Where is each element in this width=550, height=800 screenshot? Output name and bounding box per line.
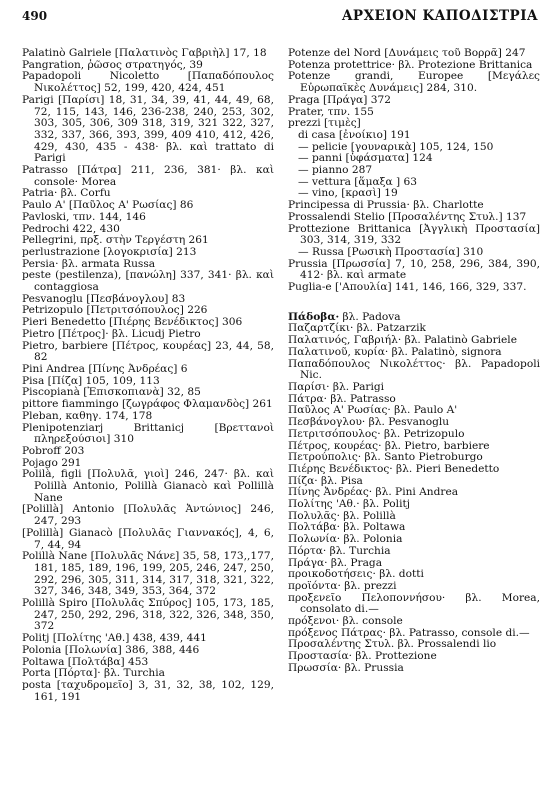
index-entry: Plenipotenziarj Brittanicj [Βρεττανοὶ πληρεξούσιοι] 310 [22, 421, 274, 446]
greek-entry-text: Πετρούπολις· βλ. Santo Pietroburgo [288, 451, 483, 464]
index-entry: Palatinò Galriele [Παλατινὸς Γαβριὴλ] 17, 18 [22, 47, 267, 59]
right-column-mid-entries [288, 200, 540, 247]
index-entry: Petrizopulo [Πετριτσόπουλος] 226 [22, 304, 208, 317]
index-entry: Poltawa [Πολτάβα] 453 [22, 655, 149, 668]
right-column [288, 48, 540, 703]
greek-entry-text: Πέτρος, κουρέας· βλ. Pietro, barbiere [288, 439, 490, 452]
greek-entry-text: πρόξενος Πάτρας· βλ. Patrasso, console di.— [288, 626, 530, 639]
index-entry: Patrasso [Πάτρα] 211, 236, 381· βλ. καὶ console· Morea [22, 164, 274, 188]
index-entry: Polillà Nane [Πολυλᾶς Νάνε] 35, 58, 173,,177, 181, 185, 189, 196, 199, 205, 246, 247, 250, 292, 296, 305, 311, 314, 317, 318, 321, 322, 327, 346, 348, 349, 353, 364, 372 [22, 550, 274, 598]
greek-index-entry [288, 359, 540, 382]
index-subentry: — vino, [κρασὶ] 19 [298, 187, 398, 200]
index-subentry: di casa [ἐνοίκιο] 191 [298, 128, 411, 141]
prezzi-subentries [288, 130, 540, 200]
index-entry: Polillà Spiro [Πολυλᾶς Σπύρος] 105, 173, 185, 247, 250, 292, 296, 318, 322, 326, 348, 350, 372 [22, 597, 274, 633]
index-entry: Papadopoli Nicoletto [Παπαδόπουλος Νικολέττος] 52, 199, 420, 424, 451 [22, 70, 274, 95]
index-subentry: — panni [ὑφάσματα] 124 [298, 152, 433, 165]
index-entry: Pedrochi 422, 430 [22, 222, 120, 235]
index-entry: Principessa di Prussia· βλ. Charlotte [288, 199, 484, 212]
greek-entry-text: Παῦλος Α' Ρωσίας· βλ. Paulo A' [288, 404, 458, 417]
greek-entry-text: Πεσβάνογλου· βλ. Pesvanoglu [288, 416, 450, 429]
index-entry: Polonia [Πολωνία] 386, 388, 446 [22, 643, 200, 656]
index-entry: Polilà, figli [Πολυλᾶ, γιοὶ] 246, 247· βλ. καὶ Polillà Antonio, Polillà Gianacò καὶ Pollillà Nane [22, 468, 274, 504]
greek-entry-text: Προστασία· βλ. Prottezione [288, 650, 437, 663]
greek-entry-text: Παλατινός, Γαβριήλ· βλ. Palatinò Gabriele [288, 334, 517, 347]
index-entry: Pleban, καθηγ. 174, 178 [22, 409, 153, 422]
index-entry: Porta [Πόρτα]· βλ. Turchia [22, 667, 165, 680]
index-entry: Pangration, ῥῶσος στρατηγός, 39 [22, 58, 203, 71]
greek-index-section [288, 312, 540, 675]
greek-entry-text: Πράγα· βλ. Praga [288, 556, 383, 569]
greek-index-entry [288, 663, 540, 675]
index-entry: Pietro, barbiere [Πέτρος, κουρέας] 23, 44, 58, 82 [22, 339, 274, 364]
right-column-tail-entries [288, 259, 540, 294]
index-entry-prezzi: prezzi [τιμὲς] [288, 117, 361, 130]
index-entry: Piscopianà [Ἐπισκοπιανὰ] 32, 85 [22, 386, 201, 399]
greek-entry-text: Πολωνία· βλ. Polonia [288, 533, 403, 546]
index-entry: Potenza protettrice· βλ. Protezione Brittanica [288, 58, 533, 71]
greek-entry-text: Πίζα· βλ. Pisa [288, 474, 363, 487]
index-entry: Paulo A' [Παῦλος Α' Ρωσίας] 86 [22, 199, 194, 212]
index-entry: Prossalendi Stelio [Προσαλέντης Στυλ.] 137 [288, 210, 527, 223]
index-entry: peste (pestilenza), [πανώλη] 337, 341· βλ. καὶ contaggiosa [22, 269, 274, 294]
page-number: 490 [22, 9, 48, 23]
greek-entry-text: Πόρτα· βλ. Turchia [288, 544, 391, 557]
index-entry: Prater, τπν. 155 [288, 105, 374, 118]
section-gap [288, 294, 540, 312]
greek-entry-text: Πίνης Ἀνδρέας· βλ. Pini Andrea [288, 486, 459, 499]
index-entry: Politj [Πολίτης 'Αθ.] 438, 439, 441 [22, 632, 207, 645]
greek-entry-text: πρόξενοι· βλ. console [288, 615, 403, 628]
prezzi-entry [288, 118, 540, 200]
index-entry: Pisa [Πίζα] 105, 109, 113 [22, 374, 160, 387]
greek-entry-text: Προσαλέντης Στυλ. βλ. Prossalendi lio [288, 638, 497, 651]
greek-entry-text: Παπαδόπουλος Νικολέττος· βλ. Papadopoli Nic. [288, 357, 540, 382]
greek-entry-text: Πάτρα· βλ. Patrasso [288, 392, 396, 405]
index-entry: Prussia [Πρωσσία] 7, 10, 258, 296, 384, 390, 412· βλ. καὶ armate [288, 257, 540, 282]
index-entry: Potenze grandi, Europee [Μεγάλες Εὐρωπαϊκὲς Δυνάμεις] 284, 310. [288, 70, 540, 95]
index-entry: Pini Andrea [Πίνης Ἀνδρέας] 6 [22, 362, 188, 375]
greek-entry-text: Πρωσσία· βλ. Prussia [288, 661, 404, 674]
greek-entry-headword: Πάδοβα· [288, 310, 340, 323]
index-entry: Pellegrini, πρξ. στὴν Τεργέστη 261 [22, 234, 209, 247]
index-entry: [Polillà] Gianacò [Πολυλᾶς Γιαννακός], 4, 6, 7, 44, 94 [22, 526, 274, 551]
greek-index-entry [288, 593, 540, 616]
left-column [22, 48, 274, 703]
right-column-top-entries [288, 48, 540, 118]
greek-entry-text: Πολίτης 'Αθ.· βλ. Politj [288, 498, 411, 511]
page-header [22, 8, 540, 34]
greek-entry-text: προικοδοτήσεις· βλ. dotti [288, 568, 424, 581]
index-entry: Patria· βλ. Corfu [22, 187, 111, 200]
index-columns [22, 48, 540, 703]
greek-entry-text: Πετριτσόπουλος· βλ. Petrizopulo [288, 427, 465, 440]
index-entry: Persia· βλ. armata Russa [22, 257, 156, 270]
index-subentry: — vettura [ἅμαξα ] 63 [298, 175, 417, 188]
greek-entry-text: προϊόντα· βλ. prezzi [288, 579, 397, 592]
index-entry: Parigi [Παρίσι] 18, 31, 34, 39, 41, 44, 49, 68, 72, 115, 143, 146, 236-238, 240, 253, 302, 303, 305, 306, 309 318, 319, 321 322, 327, 332, 337, 366, 393, 399, 409 410, 412, 426, 429, 430, 435 - 438· βλ. καὶ trattato di Parigi [22, 93, 274, 165]
greek-entry-text: Πιέρης Βενέδικτος· βλ. Pieri Benedetto [288, 462, 500, 475]
index-entry: Pobroff 203 [22, 444, 85, 457]
greek-entry-text: βλ. Padova [339, 310, 401, 323]
index-entry: Pietro [Πέτρος]· βλ. Licudj Pietro [22, 327, 201, 340]
index-entry: Pavloski, τπν. 144, 146 [22, 210, 146, 223]
greek-entry-text: Παζαρτζίκι· βλ. Patzarzik [288, 322, 426, 335]
index-entry: Pesvanoglu [Πεσβάνογλου] 83 [22, 292, 186, 305]
index-entry: posta [ταχυδρομεῖο] 3, 31, 32, 38, 102, 129, 161, 191 [22, 678, 274, 703]
index-entry: perlustrazione [λογοκρισία] 213 [22, 245, 197, 258]
index-subentry-prottezione-russa: — Russa [Ρωσικὴ Προστασία] 310 [298, 245, 484, 258]
index-entry: [Polillà] Antonio [Πολυλᾶς Ἀντώνιος] 246, 247, 293 [22, 503, 274, 528]
index-subentry: — pelicie [γουναρικὰ] 105, 124, 150 [298, 140, 494, 153]
index-entry: Prottezione Brittanica [Ἀγγλικὴ Προστασία] 303, 314, 319, 332 [288, 222, 540, 247]
running-title: ΑΡΧΕΙΟΝ ΚΑΠΟΔΙΣΤΡΙΑ [341, 8, 538, 24]
greek-entry-text: προξενεῖο Πελοποννήσου· βλ. Morea, consolato di.— [288, 591, 540, 616]
greek-entry-text: Παρίσι· βλ. Parigi [288, 380, 385, 393]
index-entry: Praga [Πράγα] 372 [288, 93, 391, 106]
index-entry: pittore fiammingo [ζωγράφος Φλαμανδὸς] 261 [22, 398, 273, 411]
greek-entry-text: Πολυλᾶς· βλ. Polillà [288, 509, 396, 522]
index-entry: Pojago 291 [22, 456, 82, 469]
greek-entry-text: Παλατινοῦ, κυρία· βλ. Palatinò, signora [288, 345, 502, 358]
index-entry: Puglia-e ['Απουλία] 141, 146, 166, 329, 337. [288, 281, 527, 294]
index-entry: Potenze del Nord [Δυνάμεις τοῦ Βορρᾶ] 247 [288, 47, 526, 59]
greek-entry-text: Πολτάβα· βλ. Poltawa [288, 521, 406, 534]
index-subentry: — pianno 287 [298, 164, 373, 177]
index-entry: Pieri Benedetto [Πιέρης Βενέδικτος] 306 [22, 316, 243, 329]
